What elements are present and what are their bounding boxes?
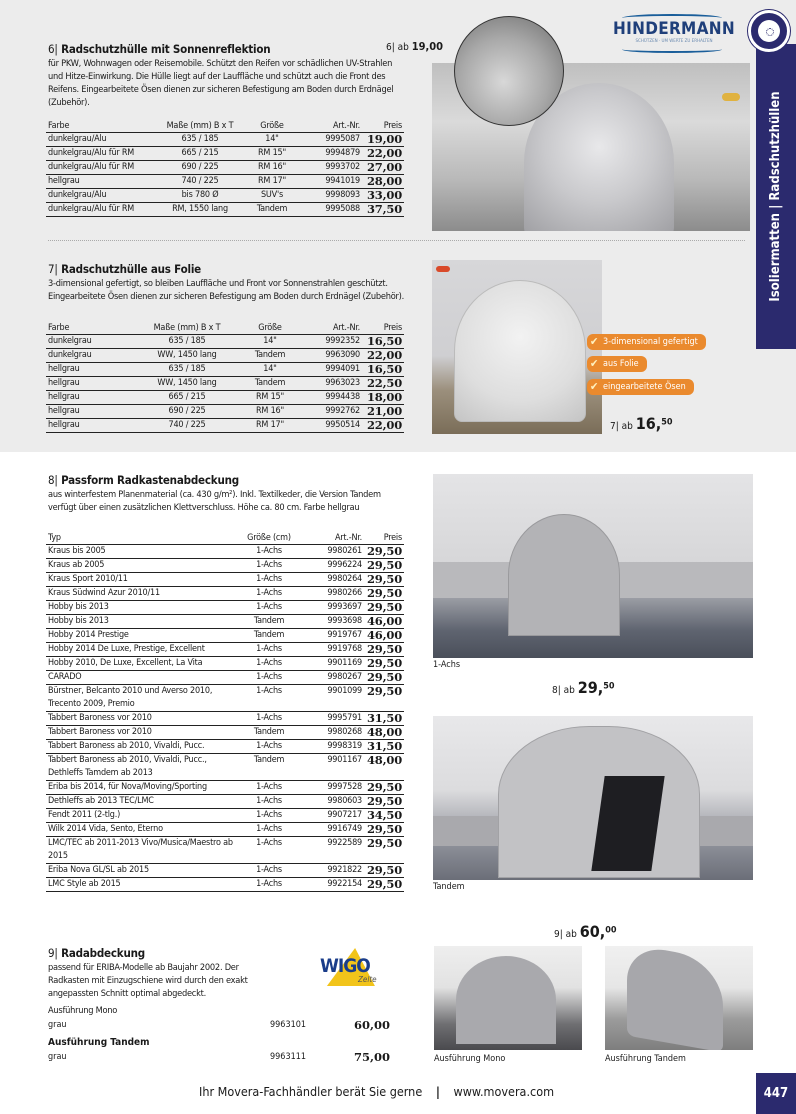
table-cell: 1-Achs	[240, 740, 298, 754]
table-cell: 9980603	[298, 795, 364, 809]
table-cell: dunkelgrau	[46, 349, 130, 363]
table-row	[46, 878, 404, 892]
table-cell: 9992352	[296, 335, 362, 349]
table-row	[46, 573, 404, 587]
price-cell: 27,00	[362, 161, 404, 175]
table-cell: Hobby 2014 De Luxe, Prestige, Excellent	[46, 643, 240, 657]
table-row	[46, 657, 404, 671]
table-row	[46, 601, 404, 615]
price-cell: 22,00	[362, 349, 404, 363]
table-cell: dunkelgrau/Alu für RM	[46, 203, 154, 217]
price-cell: 48,00	[364, 754, 404, 781]
table-cell: 9993697	[298, 601, 364, 615]
table-cell: 14"	[244, 363, 296, 377]
price-cell: 29,50	[364, 864, 404, 878]
table-row	[46, 545, 404, 559]
table-cell: 9994091	[296, 363, 362, 377]
table-cell: 665 / 215	[154, 147, 246, 161]
table-cell: 1-Achs	[240, 878, 298, 892]
table-cell: 1-Achs	[240, 781, 298, 795]
table-cell: 9993702	[298, 161, 362, 175]
table-cell: 14"	[244, 335, 296, 349]
feature-badge: ✔ 3-dimensional gefertigt	[587, 334, 706, 350]
wigo-logo-text: WIGO	[320, 955, 370, 977]
table-cell: dunkelgrau/Alu für RM	[46, 147, 154, 161]
table-cell: 9963090	[296, 349, 362, 363]
section-6-table	[46, 119, 404, 217]
price-cell: 31,50	[364, 712, 404, 726]
section-7-photo	[432, 260, 602, 434]
table-cell: Kraus Südwind Azur 2010/11	[46, 587, 240, 601]
table-row	[46, 175, 404, 189]
table-row	[46, 712, 404, 726]
category-tab[interactable]	[756, 44, 796, 349]
price-cell: 29,50	[364, 643, 404, 657]
table-cell: 9901169	[298, 657, 364, 671]
table-cell: 665 / 215	[130, 391, 244, 405]
photo-caption: Tandem	[433, 882, 465, 892]
price-cell: 19,00	[362, 133, 404, 147]
table-row	[46, 335, 404, 349]
photo-caption: Ausführung Mono	[434, 1054, 506, 1064]
price-cell: 31,50	[364, 740, 404, 754]
section-8-description: aus winterfestem Planenmaterial (ca. 430 g/m²). Inkl. Textilkeder, die Version Tandem verfügt über einen zusätzlichen Klettverschluss. Höhe ca. 80 cm. Farbe hellgrau	[48, 489, 381, 513]
table-cell: hellgrau	[46, 175, 154, 189]
table-cell: 635 / 185	[130, 335, 244, 349]
table-cell: Tandem	[240, 629, 298, 643]
variant-tandem-label: Ausführung Tandem	[48, 1037, 150, 1048]
check-icon: ✔	[590, 335, 599, 348]
table-cell: 9994879	[298, 147, 362, 161]
section-6-title: 6| Radschutzhülle mit Sonnenreflektion	[48, 42, 271, 56]
table-row	[46, 740, 404, 754]
table-cell: 9950514	[296, 419, 362, 433]
table-cell: 9919767	[298, 629, 364, 643]
table-cell: Wilk 2014 Vida, Sento, Eterno	[46, 823, 240, 837]
table-row	[46, 837, 404, 864]
table-cell: dunkelgrau/Alu	[46, 133, 154, 147]
table-row	[46, 809, 404, 823]
table-cell: Tabbert Baroness vor 2010	[46, 726, 240, 740]
price-cell: 29,50	[364, 657, 404, 671]
photo-caption: 1-Achs	[433, 660, 461, 670]
table-cell: Kraus bis 2005	[46, 545, 240, 559]
table-cell: Tandem	[240, 726, 298, 740]
section-7-description: 3-dimensional gefertigt, so bleiben Lauffläche und Front vor Sonnenstrahlen geschützt. Eingearbeitete Ösen dienen zur sicheren Befestigung am Boden durch Erdnägel (Zubehör).	[48, 278, 404, 302]
price-cell: 16,50	[362, 335, 404, 349]
table-cell: Dethleffs ab 2013 TEC/LMC	[46, 795, 240, 809]
price-cell: 18,00	[362, 391, 404, 405]
table-row	[46, 587, 404, 601]
table-cell: 1-Achs	[240, 545, 298, 559]
price-cell: 29,50	[364, 837, 404, 864]
table-row	[46, 685, 404, 712]
table-cell: 635 / 185	[154, 133, 246, 147]
table-cell: 1-Achs	[240, 559, 298, 573]
table-row	[46, 781, 404, 795]
table-cell: 9922154	[298, 878, 364, 892]
table-cell: 9996224	[298, 559, 364, 573]
table-cell: RM 17"	[244, 419, 296, 433]
table-row	[46, 629, 404, 643]
table-cell: 9995088	[298, 203, 362, 217]
table-cell: 635 / 185	[130, 363, 244, 377]
table-row	[46, 864, 404, 878]
table-row	[46, 643, 404, 657]
table-cell: Tabbert Baroness ab 2010, Vivaldi, Pucc.	[46, 740, 240, 754]
feature-badge: ✔ eingearbeitete Ösen	[587, 379, 694, 395]
table-cell: 1-Achs	[240, 712, 298, 726]
section-6-description: für PKW, Wohnwagen oder Reisemobile. Schützt den Reifen vor schädlichen UV-Strahlen und Hitze-Einwirkung. Die Hülle liegt auf der Lauffläche und schützt auch die Front des Reifens. Eingearbeitete Ösen dienen zur sicheren Befestigung am Boden durch Erdnägel (Zubehör).	[48, 58, 394, 108]
footer-url[interactable]: www.movera.com	[453, 1084, 555, 1099]
hindermann-logo	[604, 14, 744, 50]
table-row	[46, 559, 404, 573]
table-header: Farbe Maße (mm) B x T Größe Art.-Nr. Preis	[48, 322, 402, 333]
table-cell: 9941019	[298, 175, 362, 189]
table-cell: CARADO	[46, 671, 240, 685]
table-header: Farbe Maße (mm) B x T Größe Art.-Nr. Preis	[48, 120, 402, 131]
table-cell: 1-Achs	[240, 573, 298, 587]
section-9-title: 9| Radabdeckung	[48, 946, 145, 960]
table-cell: 1-Achs	[240, 643, 298, 657]
table-row	[46, 147, 404, 161]
table-cell: 9980264	[298, 573, 364, 587]
section-9-description: passend für ERIBA-Modelle ab Baujahr 2002. Der Radkasten mit Einzugschiene wird durch den exakt angepassten Schnitt optimal abgedeckt.	[48, 962, 248, 999]
table-cell: 14"	[246, 133, 298, 147]
table-cell: Kraus ab 2005	[46, 559, 240, 573]
table-cell: 1-Achs	[240, 837, 298, 864]
variant-mono-label: Ausführung Mono	[48, 1005, 118, 1016]
price-cell: 28,00	[362, 175, 404, 189]
table-cell: Tandem	[244, 349, 296, 363]
price-cell: 34,50	[364, 809, 404, 823]
table-cell: RM 16"	[244, 405, 296, 419]
table-cell: LMC/TEC ab 2011-2013 Vivo/Musica/Maestro ab 2015	[46, 837, 240, 864]
table-row	[46, 133, 404, 147]
price-cell: 21,00	[362, 405, 404, 419]
section-9-photo-tandem	[605, 946, 753, 1050]
section-7-title: 7| Radschutzhülle aus Folie	[48, 262, 201, 276]
logo-main: HINDERMANN	[613, 19, 735, 39]
table-cell: 9980266	[298, 587, 364, 601]
wigo-logo	[318, 948, 388, 988]
price-cell: 29,50	[364, 587, 404, 601]
table-cell: 740 / 225	[154, 175, 246, 189]
section-8-title: 8| Passform Radkastenabdeckung	[48, 473, 240, 487]
table-cell: RM 15"	[244, 391, 296, 405]
table-cell: 1-Achs	[240, 809, 298, 823]
price-cell: 22,00	[362, 147, 404, 161]
price-cell: 33,00	[362, 189, 404, 203]
section-8-price-tag: 8| ab 29,50	[552, 678, 615, 697]
logo-tagline: SCHÜTZEN · UM WERTE ZU ERHALTEN	[635, 39, 713, 44]
price-cell: 29,50	[364, 559, 404, 573]
table-cell: Tandem	[244, 377, 296, 391]
table-cell: 9995791	[298, 712, 364, 726]
table-cell: LMC Style ab 2015	[46, 878, 240, 892]
table-cell: Bürstner, Belcanto 2010 und Averso 2010, Trecento 2009, Premio	[46, 685, 240, 712]
price-cell: 37,50	[362, 203, 404, 217]
table-cell: dunkelgrau	[46, 335, 130, 349]
footer-separator: |	[435, 1084, 440, 1099]
table-cell: hellgrau	[46, 377, 130, 391]
table-cell: Tabbert Baroness vor 2010	[46, 712, 240, 726]
table-cell: 9907217	[298, 809, 364, 823]
table-cell: RM, 1550 lang	[154, 203, 246, 217]
table-cell: RM 15"	[246, 147, 298, 161]
table-cell: 9901167	[298, 754, 364, 781]
table-cell: Hobby bis 2013	[46, 615, 240, 629]
price-cell: 29,50	[364, 795, 404, 809]
table-header: Typ Größe (cm) Art.-Nr. Preis	[48, 532, 402, 543]
table-cell: 9963023	[296, 377, 362, 391]
table-cell: Tandem	[246, 203, 298, 217]
table-cell: Fendt 2011 (2-tlg.)	[46, 809, 240, 823]
check-icon: ✔	[590, 357, 599, 370]
table-row	[46, 363, 404, 377]
table-cell: 1-Achs	[240, 657, 298, 671]
table-row	[46, 419, 404, 433]
table-cell: Hobby 2014 Prestige	[46, 629, 240, 643]
table-cell: 9980267	[298, 671, 364, 685]
table-cell: hellgrau	[46, 391, 130, 405]
section-7-price-tag: 7| ab 16,50	[610, 414, 673, 433]
price-cell: 46,00	[364, 615, 404, 629]
table-cell: 1-Achs	[240, 864, 298, 878]
table-cell: Tandem	[240, 615, 298, 629]
table-cell: 1-Achs	[240, 823, 298, 837]
price-cell: 29,50	[364, 573, 404, 587]
section-8-photo-1-achs	[433, 474, 753, 658]
table-cell: hellgrau	[46, 363, 130, 377]
check-icon: ✔	[590, 380, 599, 393]
table-cell: WW, 1450 lang	[130, 377, 244, 391]
table-cell: 1-Achs	[240, 795, 298, 809]
table-cell: 9992762	[296, 405, 362, 419]
section-9-photo-mono	[434, 946, 582, 1050]
price-cell: 48,00	[364, 726, 404, 740]
section-7-table	[46, 321, 404, 433]
section-6-price-tag: 6| ab 19,00	[386, 40, 444, 53]
table-row	[46, 349, 404, 363]
table-cell: 9980268	[298, 726, 364, 740]
page-number: 447	[756, 1073, 796, 1114]
table-cell: 9916749	[298, 823, 364, 837]
table-cell: 1-Achs	[240, 601, 298, 615]
table-cell: Kraus Sport 2010/11	[46, 573, 240, 587]
table-cell: hellgrau	[46, 405, 130, 419]
footer-text: Ihr Movera-Fachhändler berät Sie gerne	[199, 1084, 423, 1099]
table-cell: bis 780 Ø	[154, 189, 246, 203]
table-cell: Hobby bis 2013	[46, 601, 240, 615]
table-cell: RM 17"	[246, 175, 298, 189]
table-cell: 9921822	[298, 864, 364, 878]
table-row	[46, 405, 404, 419]
table-cell: 1-Achs	[240, 685, 298, 712]
feature-badge: ✔ aus Folie	[587, 356, 647, 372]
price-cell: 29,50	[364, 878, 404, 892]
table-cell: 9922589	[298, 837, 364, 864]
table-cell: 740 / 225	[130, 419, 244, 433]
table-cell: 1-Achs	[240, 587, 298, 601]
table-cell: SUV's	[246, 189, 298, 203]
table-cell: 9993698	[298, 615, 364, 629]
section-9-price-tag: 9| ab 60,00	[554, 922, 617, 941]
variant-tandem-row: grau 9963111 75,00	[48, 1050, 390, 1064]
table-row	[46, 726, 404, 740]
variant-mono-row: grau 9963101 60,00	[48, 1018, 390, 1032]
table-row	[46, 671, 404, 685]
table-row	[46, 189, 404, 203]
table-cell: dunkelgrau/Alu	[46, 189, 154, 203]
price-cell: 29,50	[364, 823, 404, 837]
table-cell: 9998319	[298, 740, 364, 754]
price-cell: 29,50	[364, 601, 404, 615]
table-row	[46, 203, 404, 217]
table-cell: 690 / 225	[130, 405, 244, 419]
table-cell: RM 16"	[246, 161, 298, 175]
table-row	[46, 391, 404, 405]
price-cell: 29,50	[364, 781, 404, 795]
category-label: Isoliermatten | Radschutzhüllen	[768, 91, 783, 302]
table-cell: 1-Achs	[240, 671, 298, 685]
price-cell: 16,50	[362, 363, 404, 377]
table-cell: 9997528	[298, 781, 364, 795]
table-cell: 9919768	[298, 643, 364, 657]
price-cell: 22,00	[362, 419, 404, 433]
table-cell: Tabbert Baroness ab 2010, Vivaldi, Pucc., Dethleffs Tamdem ab 2013	[46, 754, 240, 781]
price-cell: 46,00	[364, 629, 404, 643]
table-row	[46, 377, 404, 391]
table-cell: hellgrau	[46, 419, 130, 433]
wheel-icon	[748, 10, 790, 52]
table-cell: WW, 1450 lang	[130, 349, 244, 363]
price-cell: 22,50	[362, 377, 404, 391]
table-cell: 9994438	[296, 391, 362, 405]
section-8-photo-tandem	[433, 716, 753, 880]
photo-caption: Ausführung Tandem	[605, 1054, 686, 1064]
table-cell: Tandem	[240, 754, 298, 781]
price-cell: 29,50	[364, 685, 404, 712]
table-cell: Hobby 2010, De Luxe, Excellent, La Vita	[46, 657, 240, 671]
table-cell: Eriba bis 2014, für Nova/Moving/Sporting	[46, 781, 240, 795]
section-divider	[48, 240, 745, 241]
section-6-detail-inset	[454, 16, 564, 126]
price-cell: 29,50	[364, 671, 404, 685]
section-8-table	[46, 531, 404, 892]
table-row	[46, 795, 404, 809]
table-cell: dunkelgrau/Alu für RM	[46, 161, 154, 175]
table-cell: 690 / 225	[154, 161, 246, 175]
table-cell: Eriba Nova GL/SL ab 2015	[46, 864, 240, 878]
table-cell: 9901099	[298, 685, 364, 712]
table-row	[46, 161, 404, 175]
table-row	[46, 823, 404, 837]
table-cell: 9995087	[298, 133, 362, 147]
table-row	[46, 754, 404, 781]
table-cell: 9998093	[298, 189, 362, 203]
price-cell: 29,50	[364, 545, 404, 559]
wigo-logo-sub: Zelte	[358, 975, 377, 984]
table-row	[46, 615, 404, 629]
table-cell: 9980261	[298, 545, 364, 559]
